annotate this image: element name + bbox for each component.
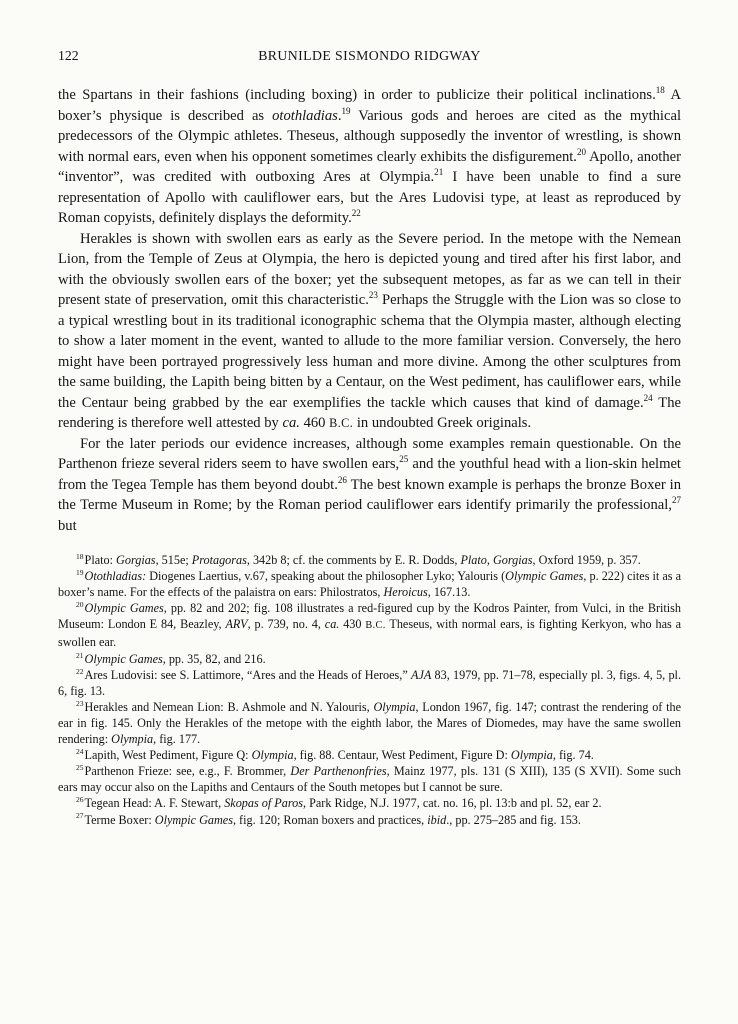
footnote-22 bbox=[58, 667, 681, 699]
footnote-text: Olympic Games, pp. 35, 82, and 216. bbox=[84, 651, 266, 666]
footnote-25 bbox=[58, 763, 681, 795]
footnote-text: Lapith, West Pediment, Figure Q: Olympia, fig. 88. Centaur, West Pediment, Figure D: Olympia, fig. 74. bbox=[84, 748, 594, 763]
footnotes-section bbox=[58, 552, 681, 828]
footnote-number: 26 bbox=[76, 795, 84, 805]
footnote-21 bbox=[58, 651, 681, 667]
footnote-number: 19 bbox=[76, 568, 84, 578]
footnote-20 bbox=[58, 600, 681, 650]
footnote-26 bbox=[58, 795, 681, 811]
footnote-text: Herakles and Nemean Lion: B. Ashmole and N. Yalouris, Olympia, London 1967, fig. 147; contrast the rendering of the ear in fig. 145. Only the Herakles of the metope with the eighth labor, the Mares of Diomedes, may have the same swollen rendering: Olympia, fig. 177. bbox=[58, 699, 681, 747]
footnote-23 bbox=[58, 699, 681, 747]
paragraph-3: For the later periods our evidence increases, although some examples remain questionable. On the Parthenon frieze several riders seem to have swollen ears,$^{25}$ and the youthful head with a lion-skin helmet from the Tegea Temple has them beyond doubt.$^{26}$ The best known example is perhaps the bronze Boxer in the Terme Museum in Rome; by the Roman period cauliflower ears identify primarily the professional,$^{27}$ but bbox=[58, 435, 682, 534]
paragraph-1: the Spartans in their fashions (including boxing) in order to publicize their political inclinations.$^{18}$ A boxer’s physique is described as otothladias.$^{19}$ Various gods and heroes are cited as the mythical predecessors of the Olympic athletes. Theseus, although supposedly the inventor of wrestling, is shown with normal ears, even when his opponent sometimes clearly exhibits the disfigurement.$^{20}$ Apollo, another “inventor”, was credited with outboxing Ares at Olympia.$^{21}$ I have been unable to find a sure representation of Apollo with cauliflower ears, but the Ares Ludovisi type, at least as reproduced by Roman copyists, definitely displays the deformity.$^{22}$ bbox=[58, 85, 681, 226]
footnote-24 bbox=[58, 747, 681, 763]
footnote-number: 25 bbox=[76, 763, 84, 773]
footnote-number: 20 bbox=[76, 600, 84, 610]
footnote-text: Otothladias: Diogenes Laertius, v.67, speaking about the philosopher Lyko; Yalouris (Olympic Games, p. 222) cites it as a boxer’s name. For the effects of the palaistra on ears: Philostratos, Heroicus, 167.13. bbox=[58, 569, 681, 600]
footnote-27 bbox=[58, 812, 681, 828]
body-text bbox=[58, 85, 681, 536]
footnote-text: Parthenon Frieze: see, e.g., F. Brommer, Der Parthenonfries, Mainz 1977, pls. 131 (S XIII), 135 (S XVII). Some such ears may occur also on the Lapiths and Centaurs of the South metopes but I cannot be sure. bbox=[58, 764, 682, 795]
footnote-number: 22 bbox=[76, 666, 84, 676]
page-number: 122 bbox=[58, 48, 79, 63]
footnote-text: Ares Ludovisi: see S. Lattimore, “Ares and the Heads of Heroes,” AJA 83, 1979, pp. 71–78, especially pl. 3, figs. 4, 5, pl. 6, fig. 13. bbox=[58, 667, 681, 698]
footnote-text: Olympic Games, pp. 82 and 202; fig. 108 illustrates a red-figured cup by the Kodros Painter, from Vulci, in the British Museum: London E 84, Beazley, ARV, p. 739, no. 4, ca. 430 B.C. Theseus, with normal ears, is fighting Kerkyon, who has a swollen ear. bbox=[58, 601, 682, 650]
page-header bbox=[58, 47, 681, 64]
paragraph-2: Herakles is shown with swollen ears as early as the Severe period. In the metope with the Nemean Lion, from the Temple of Zeus at Olympia, the hero is depicted young and tired after his first labor, and with the obviously swollen ears of the boxer; yet the subsequent metopes, as far as we can tell in their present state of preservation, omit this characteristic.$^{23}$ Perhaps the Struggle with the Lion was so close to a typical wrestling bout in its traditional iconographic schema that the Olympia master, although electing to show a later moment in the event, wanted to allude to the more familiar version. Conversely, the hero might have been portrayed progressively less human and more divine. Among the other sculptures from the same building, the Lapith being bitten by a Centaur, on the West pediment, has cauliflower ears, while the Centaur being grabbed by the ear exemplifies the tackle which causes that kind of damage.$^{24}$ The rendering is therefore well attested by ca. 460 B.C. in undoubted Greek originals. bbox=[58, 230, 681, 431]
footnote-number: 21 bbox=[76, 650, 84, 660]
footnote-text: Plato: Gorgias, 515e; Protagoras, 342b 8; cf. the comments by E. R. Dodds, Plato, Gorgias, Oxford 1959, p. 357. bbox=[84, 553, 641, 567]
footnote-number: 24 bbox=[76, 747, 84, 757]
footnote-19 bbox=[58, 568, 681, 600]
footnote-18 bbox=[58, 552, 681, 568]
footnote-number: 23 bbox=[76, 698, 84, 708]
footnote-text: Tegean Head: A. F. Stewart, Skopas of Paros, Park Ridge, N.J. 1977, cat. no. 16, pl. 13:b and pl. 52, ear 2. bbox=[84, 796, 602, 811]
footnote-number: 27 bbox=[76, 811, 84, 821]
running-head: BRUNILDE SISMONDO RIDGWAY bbox=[258, 48, 481, 63]
footnote-number: 18 bbox=[76, 551, 84, 561]
footnote-text: Terme Boxer: Olympic Games, fig. 120; Roman boxers and practices, ibid., pp. 275–285 and fig. 153. bbox=[84, 812, 581, 827]
